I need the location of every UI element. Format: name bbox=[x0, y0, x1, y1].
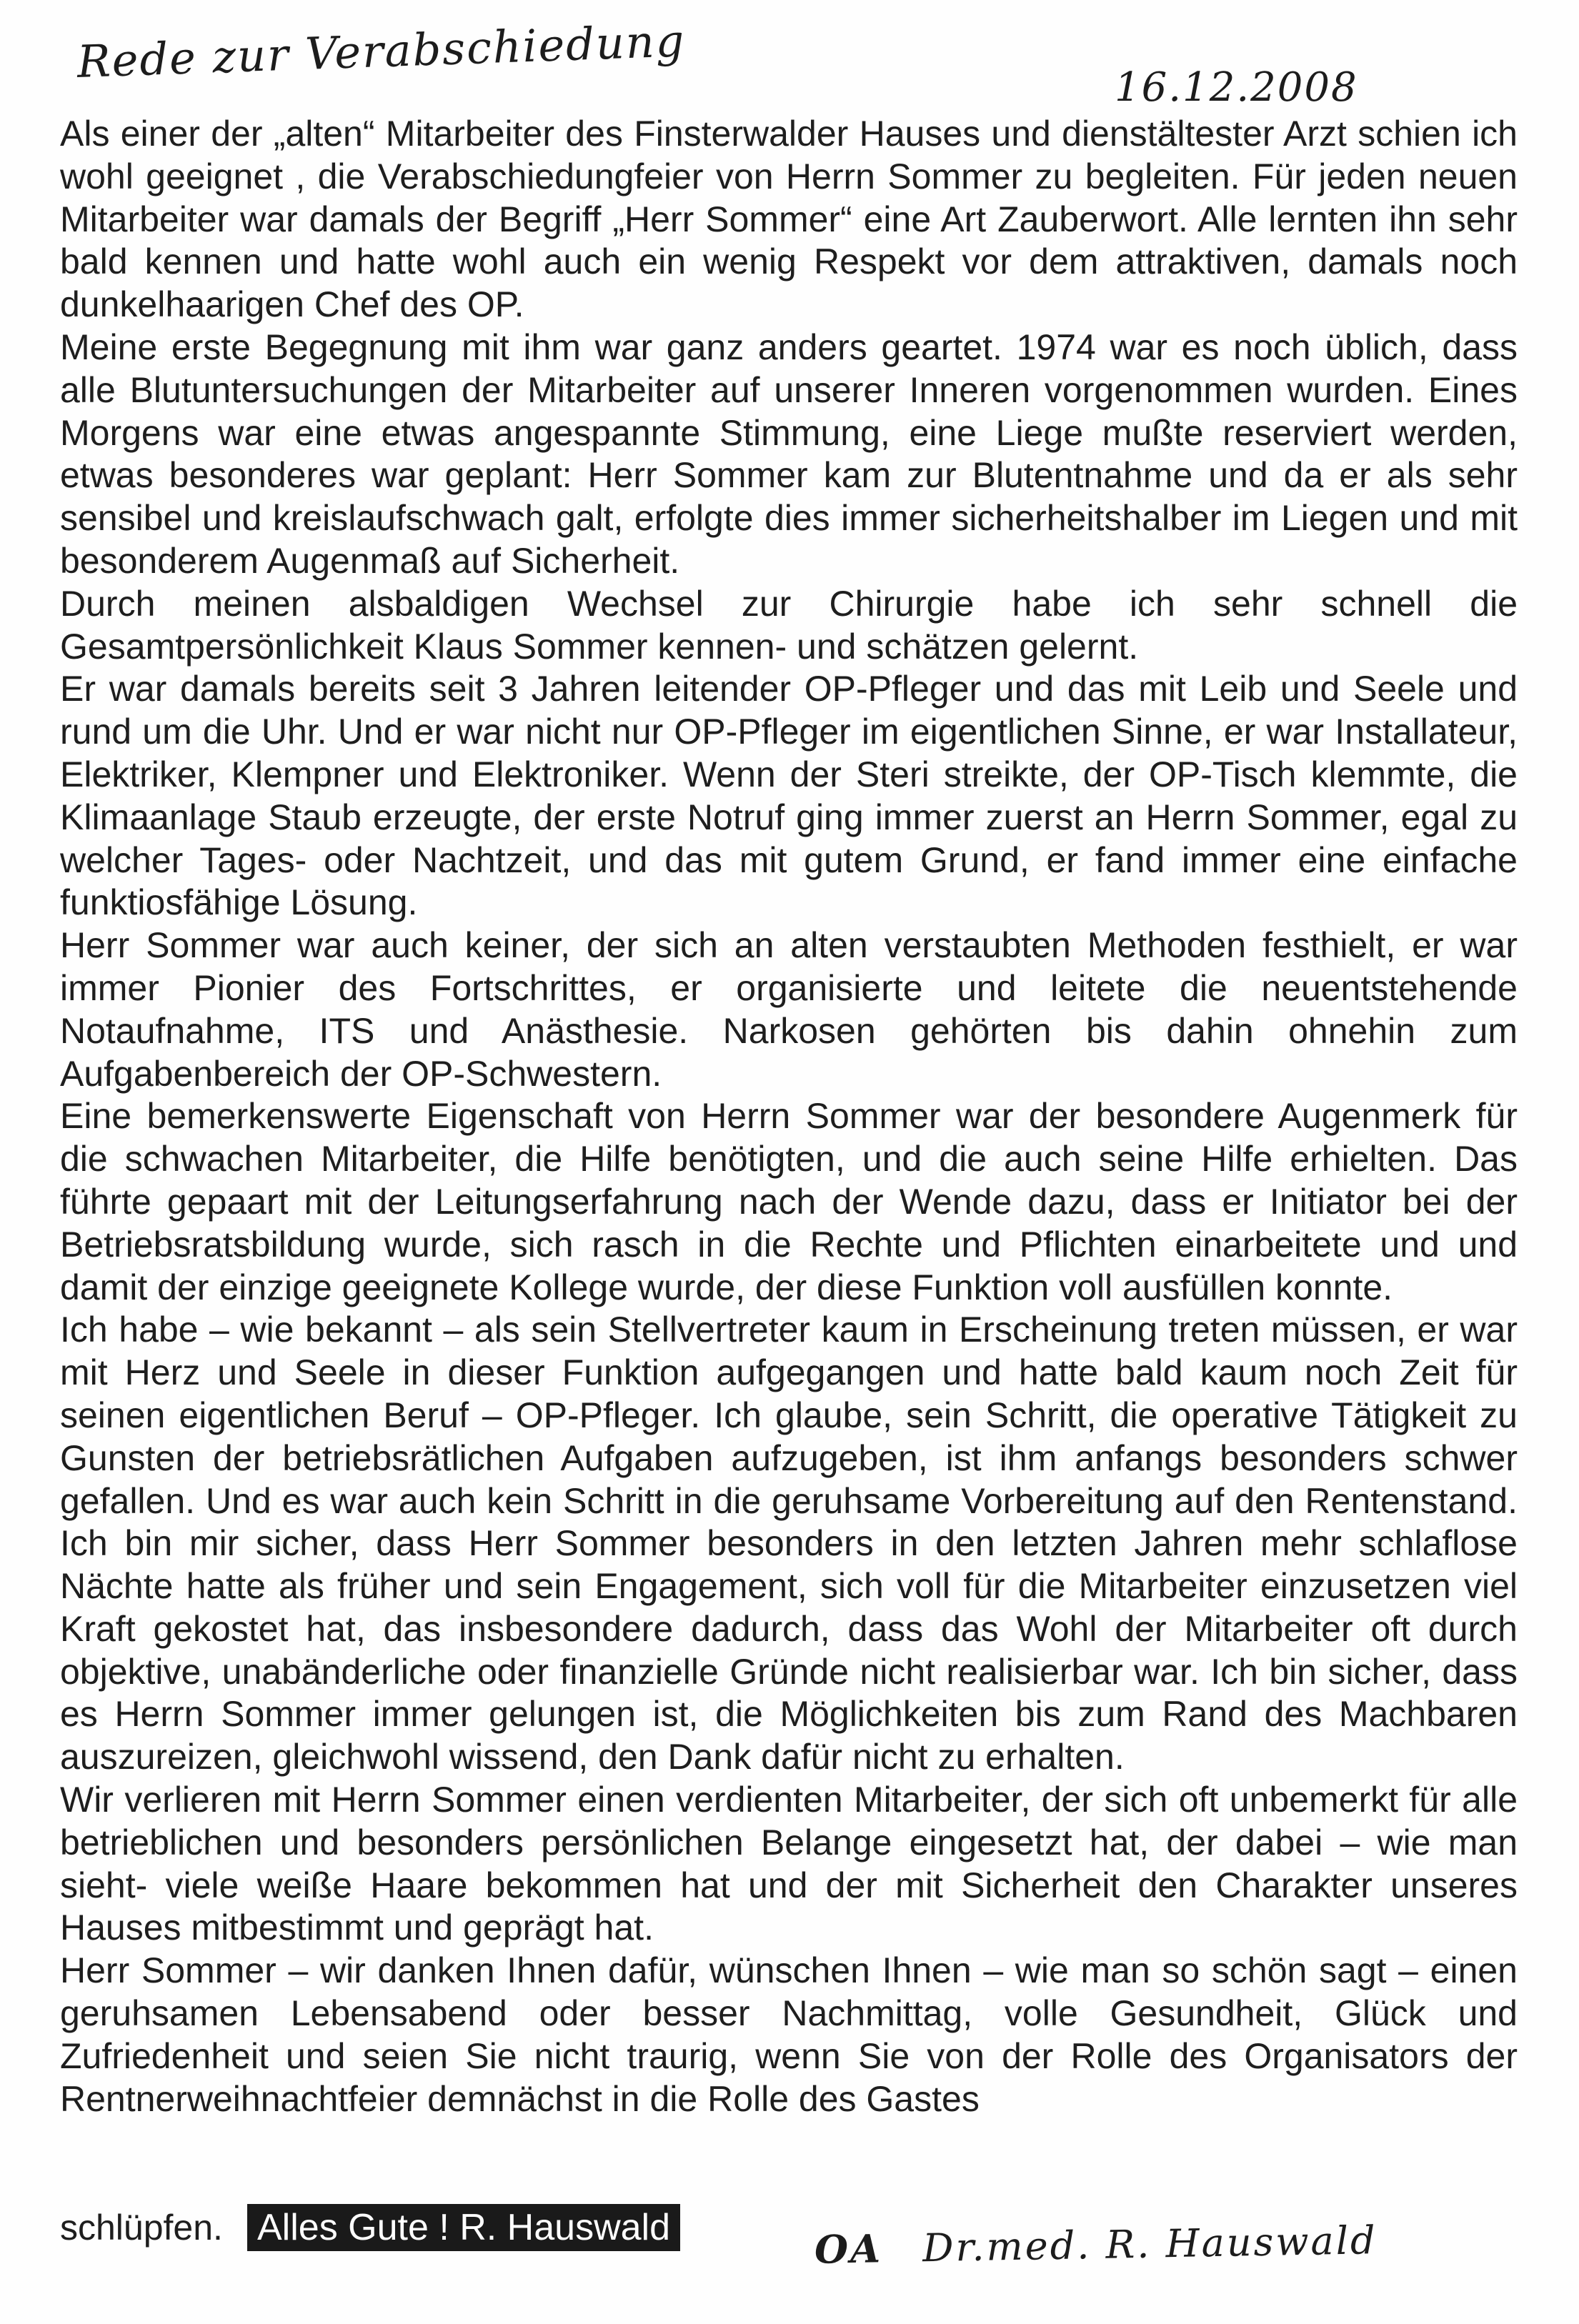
closing-word: schlüpfen. bbox=[60, 2208, 223, 2248]
paragraph: Durch meinen alsbaldigen Wechsel zur Chirurgie habe ich sehr schnell die Gesamtpersönlichkeit Klaus Sommer kennen- und schätzen gelernt. bbox=[60, 583, 1518, 667]
paragraph: Herr Sommer war auch keiner, der sich an alten verstaubten Methoden festhielt, er war immer Pionier des Fortschrittes, er organisierte und leitete die neuentstehende Notaufnahme, ITS und Anästhesie. Narkosen gehörten bis dahin ohnehin zum Aufgabenbereich der OP-Schwestern. bbox=[60, 925, 1518, 1094]
paragraph: Er war damals bereits seit 3 Jahren leitender OP-Pfleger und das mit Leib und Seele und rund um die Uhr. Und er war nicht nur OP-Pfleger im eigentlichen Sinne, er war Installateur, Elektriker, Klempner und Elektroniker. Wenn der Steri streikte, der OP-Tisch klemmte, die Klimaanlage Staub erzeugte, der erste Notruf ging immer zuerst an Herrn Sommer, egal zu welcher Tages- oder Nachtzeit, und das mit gutem Grund, er fand immer eine einfache funktiosfähige Lösung. bbox=[60, 669, 1518, 923]
paragraph: Herr Sommer – wir danken Ihnen dafür, wünschen Ihnen – wie man so schön sagt – einen geruhsamen Lebensabend oder besser Nachmittag, volle Gesundheit, Glück und Zufriedenheit und seien Sie nicht traurig, wenn Sie von der Rolle des Organisators der Rentnerweihnachtfeier demnächst in die Rolle des Gastes bbox=[60, 1950, 1518, 2119]
paragraph: Als einer der „alten“ Mitarbeiter des Finsterwalder Hauses und dienstältester Arzt schien ich wohl geeignet , die Verabschiedungfeier von Herrn Sommer zu begleiten. Für jeden neuen Mitarbeiter war damals der Begriff „Herr Sommer“ eine Art Zauberwort. Alle lernten ihn sehr bald kennen und hatte wohl auch ein wenig Respekt vor dem attraktiven, damals noch dunkelhaarigen Chef des OP. bbox=[60, 114, 1518, 325]
handwritten-title: Rede zur Verabschiedung bbox=[76, 14, 687, 88]
paragraph: Meine erste Begegnung mit ihm war ganz anders geartet. 1974 war es noch üblich, dass alle Blutuntersuchungen der Mitarbeiter auf unserer Inneren vorgenommen wurden. Eines Morgens war eine etwas angespannte Stimmung, eine Liege mußte reserviert werden, etwas besonderes war geplant: Herr Sommer kam zur Blutentnahme und da er als sehr sensibel und kreislaufschwach galt, erfolgte dies immer sicherheitshalber im Liegen und mit besonderem Augenmaß auf Sicherheit. bbox=[60, 326, 1518, 581]
highlighted-farewell: Alles Gute ! R. Hauswald bbox=[247, 2204, 680, 2251]
handwritten-date: 16.12.2008 bbox=[1115, 64, 1358, 111]
paragraph: Wir verlieren mit Herrn Sommer einen verdienten Mitarbeiter, der sich oft unbemerkt für alle betrieblichen und besonders persönlichen Belange eingesetzt hat, der dabei – wie man sieht- viele weiße Haare bekommen hat und der mit Sicherheit den Charakter unseres Hauses mitbestimmt und geprägt hat. bbox=[60, 1780, 1518, 1948]
paragraph: Eine bemerkenswerte Eigenschaft von Herrn Sommer war der besondere Augenmerk für die schwachen Mitarbeiter, die Hilfe benötigten, und die auch seine Hilfe erhielten. Das führte gepaart mit der Leitungserfahrung nach der Wende dazu, dass er Initiator bei der Betriebsratsbildung wurde, sich rasch in die Rechte und Pflichten einarbeitete und und damit der einzige geeignete Kollege wurde, der diese Funktion voll ausfüllen konnte. bbox=[60, 1096, 1518, 1307]
signature-mark: OA bbox=[814, 2225, 883, 2273]
paragraph: Ich habe – wie bekannt – als sein Stellvertreter kaum in Erscheinung treten müssen, er war mit Herz und Seele in dieser Funktion aufgegangen und hatte bald kaum noch Zeit für seinen eigentlichen Beruf – OP-Pfleger. Ich glaube, sein Schritt, die operative Tätigkeit zu Gunsten der betriebsrätlichen Aufgaben aufzugeben, ist ihm anfangs besonders schwer gefallen. Und es war auch kein Schritt in die geruhsame Vorbereitung auf den Rentenstand. Ich bin mir sicher, dass Herr Sommer besonders in den letzten Jahren mehr schlaflose Nächte hatte als früher und sein Engagement, sich voll für die Mitarbeiter einzusetzen viel Kraft gekostet hat, das insbesondere dadurch, dass das Wohl der Mitarbeiter oft durch objektive, unabänderliche oder finanzielle Gründe nicht realisierbar war. Ich bin sicher, dass es Herrn Sommer immer gelungen ist, die Möglichkeiten bis zum Rand des Machbaren auszureizen, gleichwohl wissend, den Dank dafür nicht zu erhalten. bbox=[60, 1310, 1518, 1777]
handwritten-signature bbox=[815, 2217, 1378, 2273]
signature-name: Dr.med. R. Hauswald bbox=[922, 2218, 1378, 2271]
speech-body bbox=[60, 113, 1518, 2120]
